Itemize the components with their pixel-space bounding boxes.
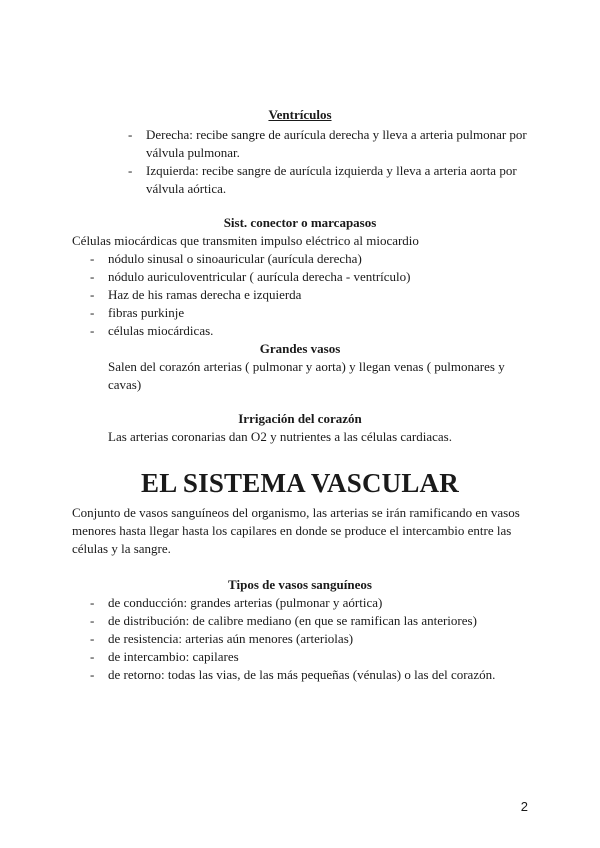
grandes-vasos-heading: Grandes vasos <box>259 341 341 356</box>
list-item: - de distribución: de calibre mediano (en que se ramifican las anteriores) <box>90 612 530 630</box>
list-item: - de resistencia: arterias aún menores (arteriolas) <box>90 630 530 648</box>
ventriculos-heading-text: Ventrículos <box>268 107 332 122</box>
list-item: - nódulo sinusal o sinoauricular (aurícula derecha) <box>90 250 520 268</box>
list-item: - de retorno: todas las vias, de las más pequeñas (vénulas) o las del corazón. <box>90 666 530 684</box>
list-item: - nódulo auriculoventricular ( aurícula derecha - ventrículo) <box>90 268 520 286</box>
grandes-vasos-text: Salen del corazón arterias ( pulmonar y aorta) y llegan venas ( pulmonares y cavas) <box>108 359 505 392</box>
page-title: EL SISTEMA VASCULAR <box>141 468 459 498</box>
list-item: - Derecha: recibe sangre de aurícula derecha y lleva a arteria pulmonar por válvula pulmonar. <box>128 126 528 162</box>
marcapasos-heading: Sist. conector o marcapasos <box>223 215 377 230</box>
list-item: - Izquierda: recibe sangre de aurícula izquierda y lleva a arteria aorta por válvula aórtica. <box>128 162 528 198</box>
marcapasos-list <box>90 250 520 340</box>
list-item: - de conducción: grandes arterias (pulmonar y aórtica) <box>90 594 530 612</box>
irrigacion-heading: Irrigación del corazón <box>238 411 362 426</box>
list-item: - Haz de his ramas derecha e izquierda <box>90 286 520 304</box>
list-item: - fibras purkinje <box>90 304 520 322</box>
tipos-list <box>90 594 530 684</box>
ventriculos-list <box>128 126 528 198</box>
tipos-heading: Tipos de vasos sanguíneos <box>228 577 372 592</box>
ventriculos-heading <box>72 106 528 124</box>
vascular-paragraph: Conjunto de vasos sanguíneos del organismo, las arterias se irán ramificando en vasos menores hasta llegar hasta los capilares en donde se produce el intercambio entre las células y la sangre. <box>72 505 520 556</box>
marcapasos-intro: Células miocárdicas que transmiten impulso eléctrico al miocardio <box>72 233 419 248</box>
page-number: 2 <box>520 799 528 814</box>
irrigacion-text: Las arterias coronarias dan O2 y nutrientes a las células cardiacas. <box>108 429 452 444</box>
list-item: - de intercambio: capilares <box>90 648 530 666</box>
list-item: - células miocárdicas. <box>90 322 520 340</box>
